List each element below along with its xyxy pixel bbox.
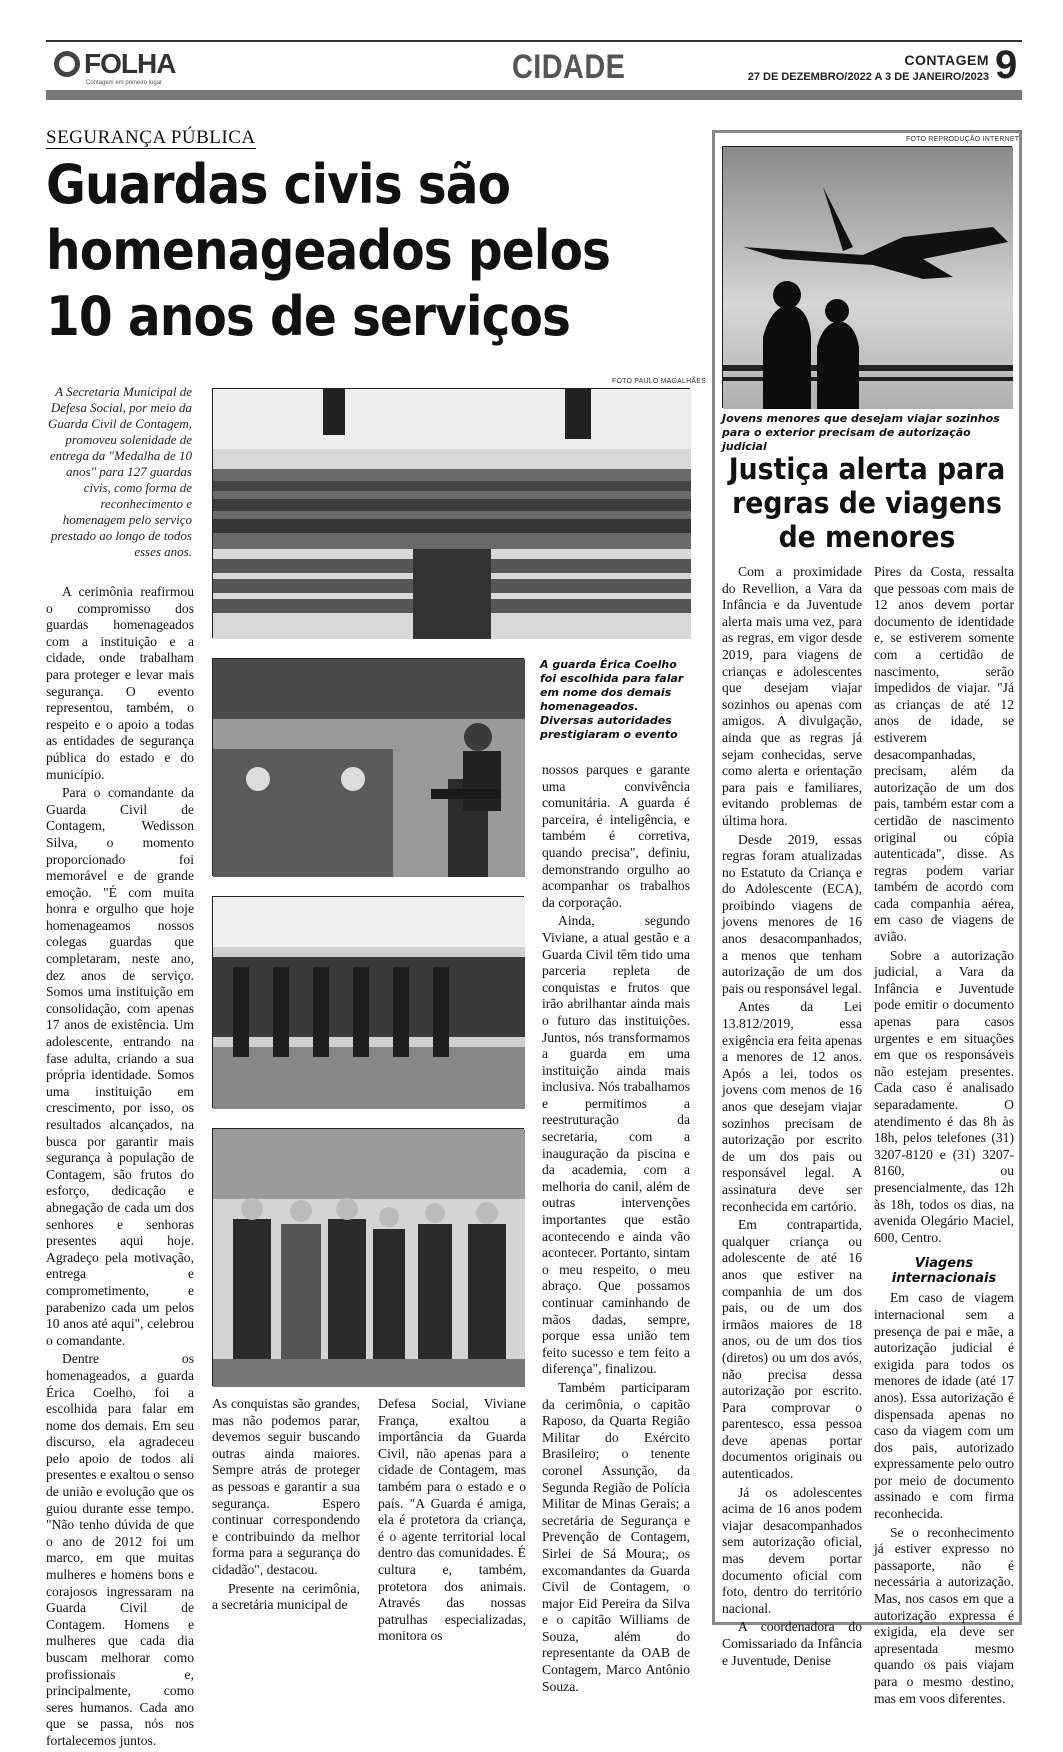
page-number: 9	[995, 43, 1018, 87]
sidebar-paragraph: Antes da Lei 13.812/2019, essa exigência era feita apenas a menores de 12 anos. Após a lei, todos os jovens com menos de 16 anos que desejam viajar sozinhos precisam de autorização por escrito de um dos pais ou responsável legal. A assinatura deve ser reconhecida em cartório.	[722, 999, 862, 1214]
photo-caption: A guarda Érica Coelho foi escolhida para falar em nome dos demais homenageados. Diversas autoridades prestigiaram o evento	[540, 658, 684, 741]
header-rule	[46, 40, 1022, 42]
newspaper-logo	[54, 48, 176, 86]
article-column-4	[542, 762, 690, 1697]
article-headline: Guardas civis são homenageados pelos 10 anos de serviços	[46, 153, 611, 348]
article-lead: A Secretaria Municipal de Defesa Social, por meio da Guarda Civil de Contagem, promoveu solenidade de entrega da "Medalha de 10 anos" para 127 guardas civis, como forma de reconhecimento e homenagem pelo serviço prestado ao longo de todos esses anos.	[48, 384, 192, 559]
authorities-photo	[212, 1128, 524, 1386]
logo-o-icon	[54, 51, 80, 77]
article-paragraph: As conquistas são grandes, mas não podemos parar, devemos seguir buscando outras ainda maiores. Sempre atrás de proteger as pessoas e garantir a sua segurança. Espero continuar correspondendo e contribuindo da melhor forma para a segurança do cidadão", destacou.	[212, 1396, 360, 1577]
sidebar-column-b	[874, 564, 1014, 1709]
article-paragraph: Defesa Social, Viviane França, exaltou a importância da Guarda Civil, não apenas para a cidade de Contagem, mas também para o estado e o país. "A Guarda é amiga, ela é protetora da criança, é o agente territorial local dentro das comunidades. É cultura e, também, protetora dos animais. Através das nossas patrulhas especializadas, monitora os	[378, 1396, 526, 1644]
sidebar-headline: Justiça alerta para regras de viagens de menores	[728, 452, 1006, 554]
section-title: CIDADE	[512, 48, 626, 86]
airplane-silhouette-illustration	[723, 147, 1013, 409]
guards-formation-illustration	[213, 897, 525, 1109]
sidebar-photo-caption: Jovens menores que desejam viajar sozinhos para o exterior precisam de autorização judicial	[722, 412, 1000, 453]
edition-info	[748, 52, 989, 83]
sidebar-paragraph: Já os adolescentes acima de 16 anos podem viajar desacompanhados sem autorização oficial, mas devem portar documento oficial com foto, dentro do território nacional.	[722, 1484, 862, 1616]
edition-city: CONTAGEM	[904, 52, 989, 68]
sidebar-paragraph: Se o reconhecimento já estiver expresso no passaporte, não é necessária a autorização. Mas, nos casos em que a autorização expressa é exigida, ela deve ser apresentada mesmo quando os pais viajam para o mesmo destino, mas em voos diferentes.	[874, 1524, 1014, 1706]
article-paragraph: Presente na cerimônia, a secretária municipal de	[212, 1580, 360, 1613]
photo-credit: FOTO PAULO MAGALHÃES	[612, 378, 706, 385]
guards-formation-photo	[212, 896, 524, 1108]
sidebar-paragraph: Sobre a autorização judicial, a Vara da Infância e Juventude pode emitir o documento apenas para casos urgentes e em situações em que os responsáveis não estejam presentes. Cada caso é analisado separadamente. O atendimento é das 8h às 18h, pelos telefones (31) 3207-8120 e (31) 3207-8160, ou presencialmente, das 12h às 18h, todos os dias, na avenida Olegário Maciel, 600, Centro.	[874, 947, 1014, 1245]
article-paragraph: Para o comandante da Guarda Civil de Contagem, Wedisson Silva, o momento proporcionado foi memorável e de grande emoção. "É com muita honra e orgulho que hoje homenageamos nossos colegas guardas que completaram, neste ano, dez anos de serviço. Somos uma instituição em consolidação, com apenas 17 anos de existência. Um adolescente, entrando na fase adulta, criando a sua própria identidade. Somos uma instituição em crescimento, por isso, os resultados alcançados, na busca por garantir mais segurança à população de Contagem, são frutos do esforço, dedicação e abnegação de cada um dos senhores e senhoras presentes aqui hoje. Agradeço pela motivação, entrega e comprometimento, e parabenizo cada um pelos 10 anos até aqui", celebrou o comandante.	[46, 785, 194, 1348]
sidebar-paragraph: Em caso de viagem internacional sem a presença de pai e mãe, a autorização judicial é exigida para todos os menores de idade (até 17 anos). Essa autorização é dispensada apenas no caso da viagem com um dos pais, autorizado expressamente pelo outro por meio de documento assinado e com firma reconhecida.	[874, 1290, 1014, 1522]
sidebar-paragraph: A coordenadora do Comissariado da Infância e Juventude, Denise	[722, 1619, 862, 1668]
sidebar-paragraph: Desde 2019, essas regras foram atualizadas no Estatuto da Criança e do Adolescente (ECA), proibindo viagens de jovens menores de 16 anos desacompanhados, a menos que tenham autorização de um dos pais ou responsável legal.	[722, 831, 862, 996]
article-column-1	[46, 584, 194, 1752]
article-kicker: SEGURANÇA PÚBLICA	[46, 127, 256, 148]
article-paragraph: nossos parques e garante uma convivência comunitária. A guarda é parceira, é inteligência, e também é corretiva, quando precisa", definiu, demonstrando orgulho ao acompanhar os trabalhos da corporação.	[542, 762, 690, 910]
article-paragraph: Também participaram da cerimônia, o capitão Raposo, da Quarta Região Militar do Exército Brasileiro; o tenente coronel Assunção, da Segunda Região de Polícia Militar de Minas Gerais; a secretária de Segurança e Prevenção de Contagem, Sirlei de Sá Moura;, os excomandantes da Guarda Civil de Contagem, o major Eid Pereira da Silva e o capitão Williams de Souza, além do representante da OAB de Contagem, Marco Antônio Souza.	[542, 1379, 690, 1694]
airplane-photo	[722, 146, 1012, 408]
sidebar-column-a	[722, 564, 862, 1671]
article-paragraph: A cerimônia reafirmou o compromisso dos guardas homenageados com a instituição e a cidade, onde trabalham para proteger e levar mais segurança. O evento representou, também, o respeito e o apoio a todas as entidades de segurança pública do estado e do município.	[46, 584, 194, 782]
authorities-illustration	[213, 1129, 525, 1387]
article-column-2	[212, 1396, 360, 1616]
article-column-3	[378, 1396, 526, 1647]
sidebar-paragraph: Pires da Costa, ressalta que pessoas com mais de 12 anos devem portar documento de identidade e, se estiverem somente com a certidão de nascimento, serão impedidos de viajar. "Já as crianças de até 12 anos de idade, se estiverem desacompanhadas, precisam, além da autorização de um dos pais, também estar com a certidão de nascimento original ou cópia autenticada", disse. As regras podem variar também de acordo com cada companhia aérea, em caso de viagens de avião.	[874, 564, 1014, 945]
speaker-photo	[212, 658, 524, 876]
ceremony-group-photo	[212, 388, 690, 638]
header-bar	[46, 90, 1022, 100]
sidebar-subhead: Viagens internacionais	[891, 1256, 997, 1287]
sidebar-paragraph: Em contrapartida, qualquer criança ou adolescente de até 16 anos que estiver na companhia de um dos pais, ou de um dos irmãos maiores de 18 anos, ou de um dos tios (diretos) ou um dos avós, não precisa dessa autorização por escrito. Para comprovar o parentesco, essa pessoa deve apenas portar documentos originais ou autenticados.	[722, 1217, 862, 1482]
article-paragraph: Dentre os homenageados, a guarda Érica Coelho, foi a escolhida para falar em nome dos demais. Em seu discurso, ela agradeceu pelo apoio de todos ali presentes e exaltou o senso de união e evolução que os guiou durante esse tempo. "Não tenho dúvida de que o ano de 2012 foi um marco, em que muitas mulheres e homens bons e corajosos ingressaram na Guarda Civil de Contagem. Homens e mulheres que cada dia buscam melhorar como profissionais e, principalmente, como seres humanos. Cada ano que se passa, nós nos fortalecemos juntos.	[46, 1351, 194, 1748]
speaker-illustration	[213, 659, 525, 877]
logo-tagline: Contagem em primeiro lugar	[86, 80, 163, 86]
edition-date: 27 DE DEZEMBRO/2022 A 3 DE JANEIRO/2023	[747, 71, 989, 83]
sidebar-paragraph: Com a proximidade do Revellion, a Vara da Infância e da Juventude alerta mais uma vez, para as regras, em vigor desde 2019, para viagens de crianças e adolescentes que desejam viajar sozinhos ou apenas com amigos. A divulgação, ainda que as regras já sejam conhecidas, serve como alerta e orientação para pais e familiares, evitando problemas de última hora.	[722, 564, 862, 828]
ceremony-group-illustration	[213, 389, 691, 639]
article-paragraph: Ainda, segundo Viviane, a atual gestão e a Guarda Civil têm tido uma parceria repleta de conquistas e frutos que irão abrilhantar ainda mais o futuro das instituições. Juntos, nós transformamos a guarda em uma instituição ainda mais inclusiva. Nós trabalhamos e permitimos a reestruturação da secretaria, com a inauguração da piscina e da academia, com a melhoria do canil, além de outras intervenções importantes que estão acontecendo e ainda vão acontecer. Portanto, sintam o meu respeito, o meu abraço. Que possamos continuar caminhando de mãos dadas, sempre, porque essa união tem feito sucesso e tem feito a diferença", finalizou.	[542, 913, 690, 1377]
sidebar-photo-credit: FOTO REPRODUÇÃO INTERNET	[906, 136, 1020, 143]
logo-text: FOLHA	[84, 48, 176, 79]
